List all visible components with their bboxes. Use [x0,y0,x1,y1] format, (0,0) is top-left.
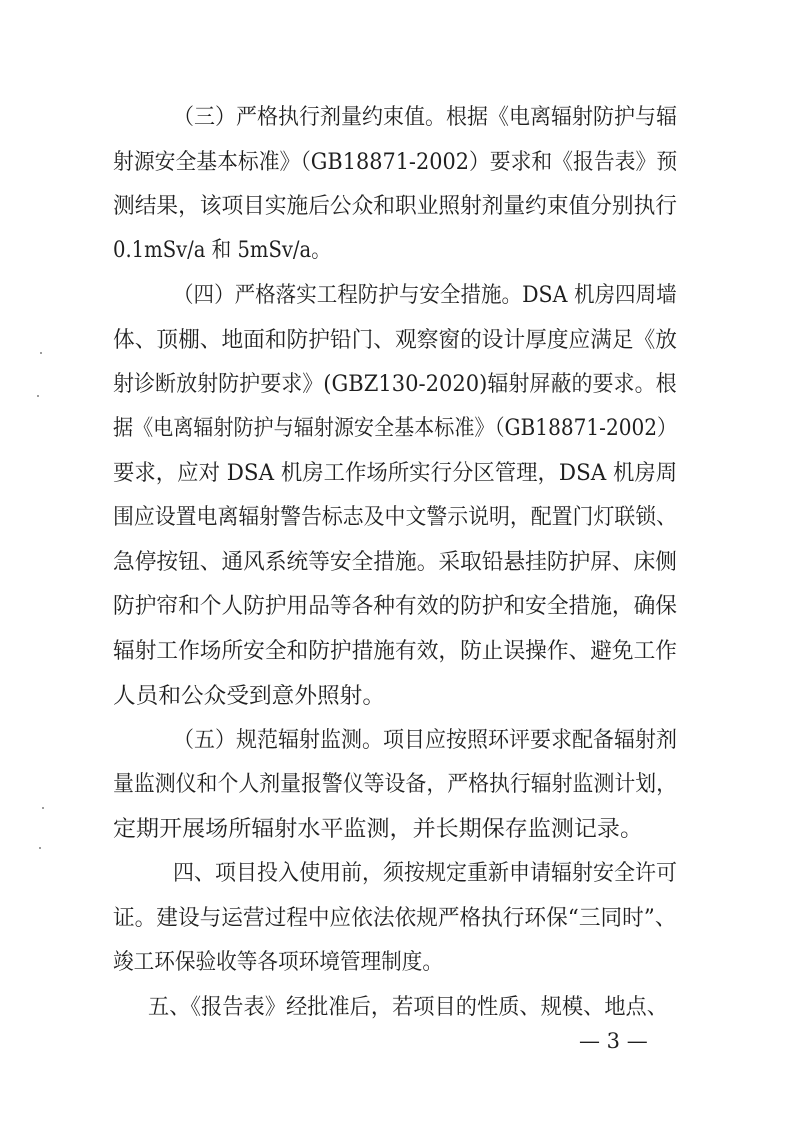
text-line: 体、顶棚、地面和防护铅门、观察窗的设计厚度应满足《放 [113,328,678,353]
text-line: 人员和公众受到意外照射。 [113,684,386,709]
text-line: 竣工环保验收等各项环境管理制度。 [113,950,444,975]
scan-speck [42,807,44,809]
page-number: — 3 — [579,1029,648,1053]
text-line: 围应设置电离辐射警告标志及中文警示说明，配置门灯联锁、 [113,505,678,530]
text-line: 定期开展场所辐射水平监测，并长期保存监测记录。 [113,817,644,842]
scan-speck [40,352,42,354]
scan-speck [39,847,41,849]
text-line: （三）严格执行剂量约束值。根据《电离辐射防护与辐 [173,105,678,130]
text-line: 测结果，该项目实施后公众和职业照射剂量约束值分别执行 [113,194,678,219]
text-line: 证。建设与运营过程中应依法依规严格执行环保“三同时”、 [113,906,677,931]
text-line: 急停按钮、通风系统等安全措施。采取铅悬挂防护屏、床侧 [113,550,678,575]
text-line: 0.1mSv/a 和 5mSv/a。 [113,238,331,263]
text-line: 辐射工作场所安全和防护措施有效，防止误操作、避免工作 [113,639,678,664]
text-line: 量监测仪和个人剂量报警仪等设备，严格执行辐射监测计划， [113,772,678,797]
text-line: 射诊断放射防护要求》(GBZ130-2020)辐射屏蔽的要求。根 [113,372,677,397]
text-line: 据《电离辐射防护与辐射源安全基本标准》（GB18871-2002） [113,416,678,441]
text-line: （五）规范辐射监测。项目应按照环评要求配备辐射剂 [173,728,678,753]
text-line: 五、《报告表》经批准后，若项目的性质、规模、地点、 [148,995,669,1020]
text-line: 四、项目投入使用前，须按规定重新申请辐射安全许可 [173,861,678,886]
scan-speck [37,395,39,397]
text-line: 防护帘和个人防护用品等各种有效的防护和安全措施，确保 [113,594,678,619]
text-line: 射源安全基本标准》（GB18871-2002）要求和《报告表》预 [113,150,678,175]
text-line: 要求，应对 DSA 机房工作场所实行分区管理，DSA 机房周 [113,461,678,486]
text-line: （四）严格落实工程防护与安全措施。DSA 机房四周墙 [173,283,677,308]
